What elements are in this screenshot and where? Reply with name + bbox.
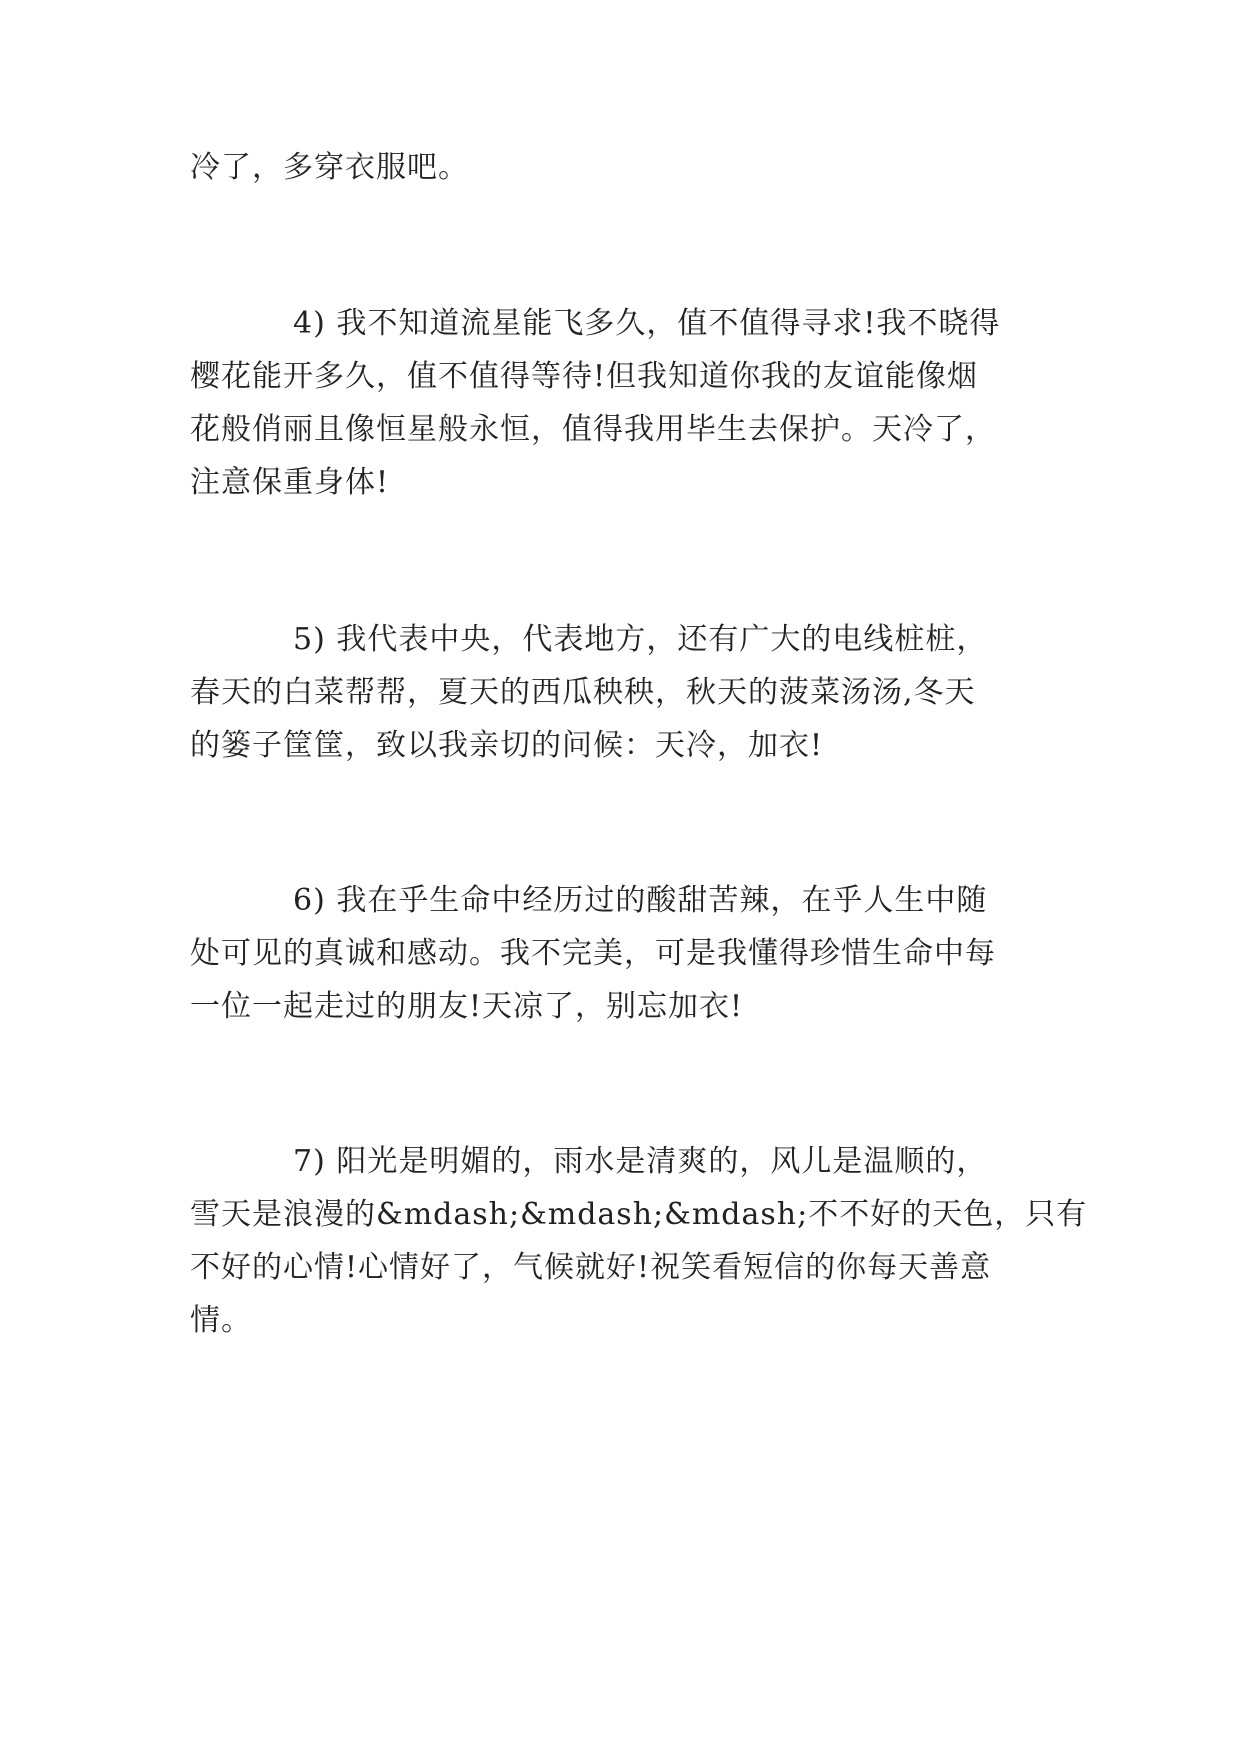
paragraph-7-line-2: 雪天是浪漫的&mdash;&mdash;&mdash;不不好的天色，只有	[190, 1197, 1088, 1232]
paragraph-6-line-1: 6) 我在乎生命中经历过的酸甜苦辣，在乎人生中随	[293, 883, 988, 918]
paragraph-4-line-3: 花般俏丽且像恒星般永恒，值得我用毕生去保护。天冷了，	[190, 412, 996, 447]
paragraph-7-line-4: 情。	[190, 1303, 252, 1338]
paragraph-7-line-1: 7) 阳光是明媚的，雨水是清爽的，风儿是温顺的，	[293, 1144, 988, 1179]
paragraph-5-line-1: 5) 我代表中央，代表地方，还有广大的电线桩桩，	[293, 622, 988, 657]
paragraph-7-line-3: 不好的心情!心情好了，气候就好!祝笑看短信的你每天善意	[190, 1250, 992, 1285]
paragraph-5-line-2: 春天的白菜帮帮，夏天的西瓜秧秧，秋天的菠菜汤汤,冬天	[190, 675, 976, 710]
paragraph-4-line-4: 注意保重身体!	[190, 465, 390, 500]
paragraph-5-line-3: 的篓子筐筐，致以我亲切的问候：天冷，加衣!	[190, 728, 824, 763]
paragraph-4-line-2: 樱花能开多久，值不值得等待!但我知道你我的友谊能像烟	[190, 359, 979, 394]
paragraph-6-line-2: 处可见的真诚和感动。我不完美，可是我懂得珍惜生命中每	[190, 936, 996, 971]
paragraph-continuation-line: 冷了，多穿衣服吧。	[190, 150, 469, 185]
paragraph-6-line-3: 一位一起走过的朋友!天凉了，别忘加衣!	[190, 989, 744, 1024]
paragraph-4-line-1: 4) 我不知道流星能飞多久，值不值得寻求!我不晓得	[293, 306, 1001, 341]
